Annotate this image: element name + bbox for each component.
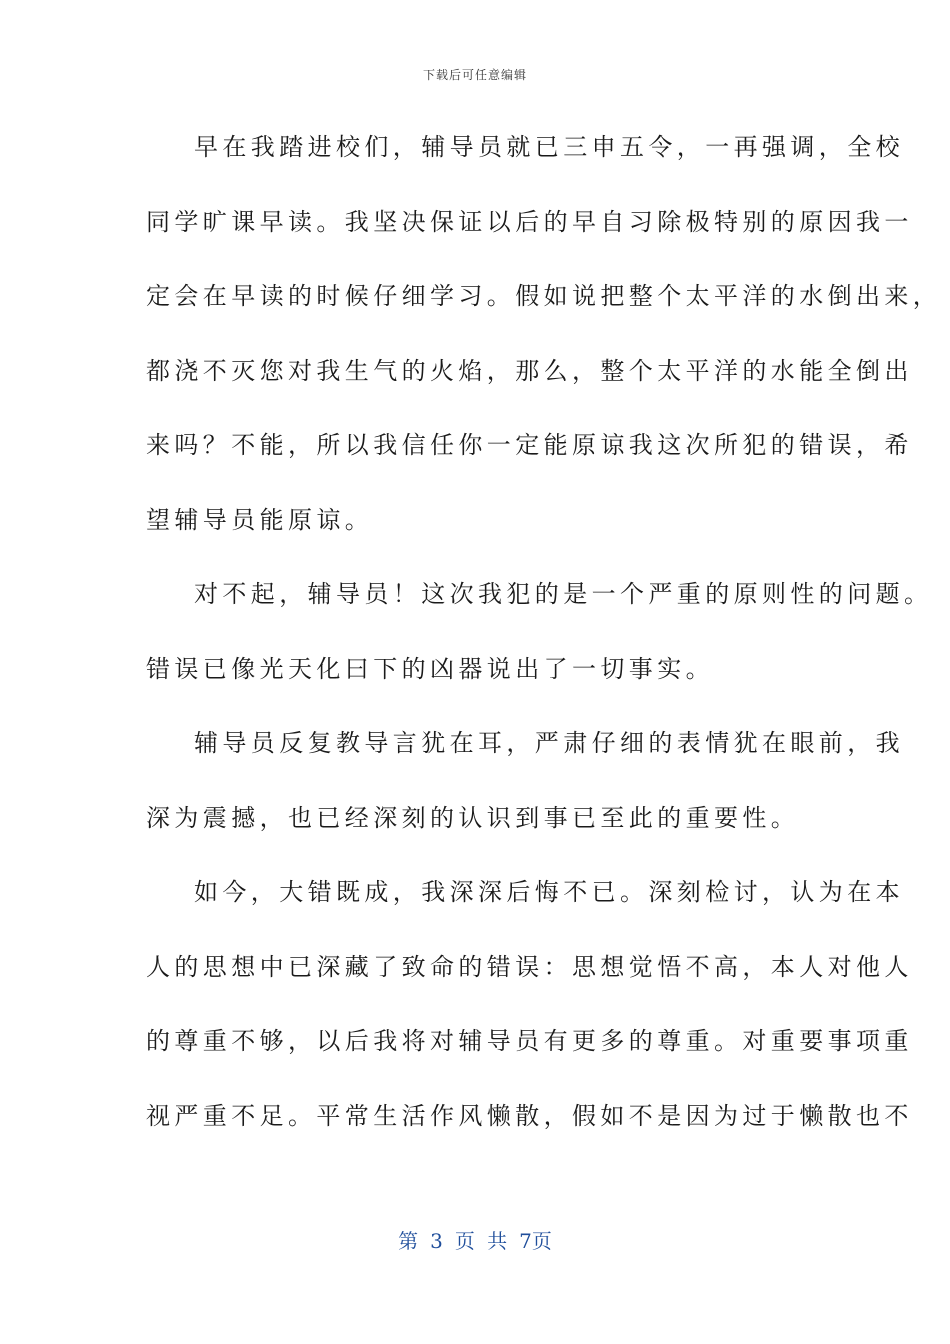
paragraph-4-line-4: 视严重不足。平常生活作风懒散，假如不是因为过于懒散也不 (146, 1101, 913, 1130)
paragraph-1-line-5: 来吗？不能，所以我信任你一定能原谅我这次所犯的错误，希 (146, 431, 913, 459)
paragraph-1-line-1: 早在我踏进校们，辅导员就已三申五令，一再强调，全校 (194, 133, 904, 161)
paragraph-4-line-2: 人的思想中已深藏了致命的错误：思想觉悟不高，本人对他人 (146, 952, 913, 981)
paragraph-3-line-1: 辅导员反复教导言犹在耳，严肃仔细的表情犹在眼前，我 (194, 729, 904, 757)
paragraph-1-line-4: 都浇不灭您对我生气的火焰，那么，整个太平洋的水能全倒出 (146, 356, 913, 385)
paragraph-1-line-3: 定会在早读的时候仔细学习。假如说把整个太平洋的水倒出来， (146, 282, 942, 310)
document-body (146, 120, 942, 1163)
footer-current-page: 3 (430, 1229, 443, 1253)
paragraph-2-line-2: 错误已像光天化曰下的凶器说出了一切事实。 (146, 654, 714, 683)
paragraph-4-line-3: 的尊重不够，以后我将对辅导员有更多的尊重。对重要事项重 (146, 1027, 913, 1055)
page-header: 下载后可任意编辑 (422, 68, 527, 82)
paragraph-1-line-2: 同学旷课早读。我坚决保证以后的早自习除极特别的原因我一 (146, 207, 913, 236)
paragraph-4-line-1: 如今，大错既成，我深深后悔不已。深刻检讨，认为在本 (194, 878, 904, 906)
paragraph-2-line-1: 对不起，辅导员！这次我犯的是一个严重的原则性的问题。 (194, 580, 933, 608)
footer-prefix: 第 (398, 1229, 419, 1253)
paragraph-1-line-6: 望辅导员能原谅。 (146, 505, 374, 534)
footer-total-pages: 7页 (519, 1229, 552, 1253)
paragraph-3-line-2: 深为震撼，也已经深刻的认识到事已至此的重要性。 (146, 803, 800, 832)
footer-middle: 页 共 (454, 1229, 508, 1253)
page-footer (0, 1225, 950, 1254)
